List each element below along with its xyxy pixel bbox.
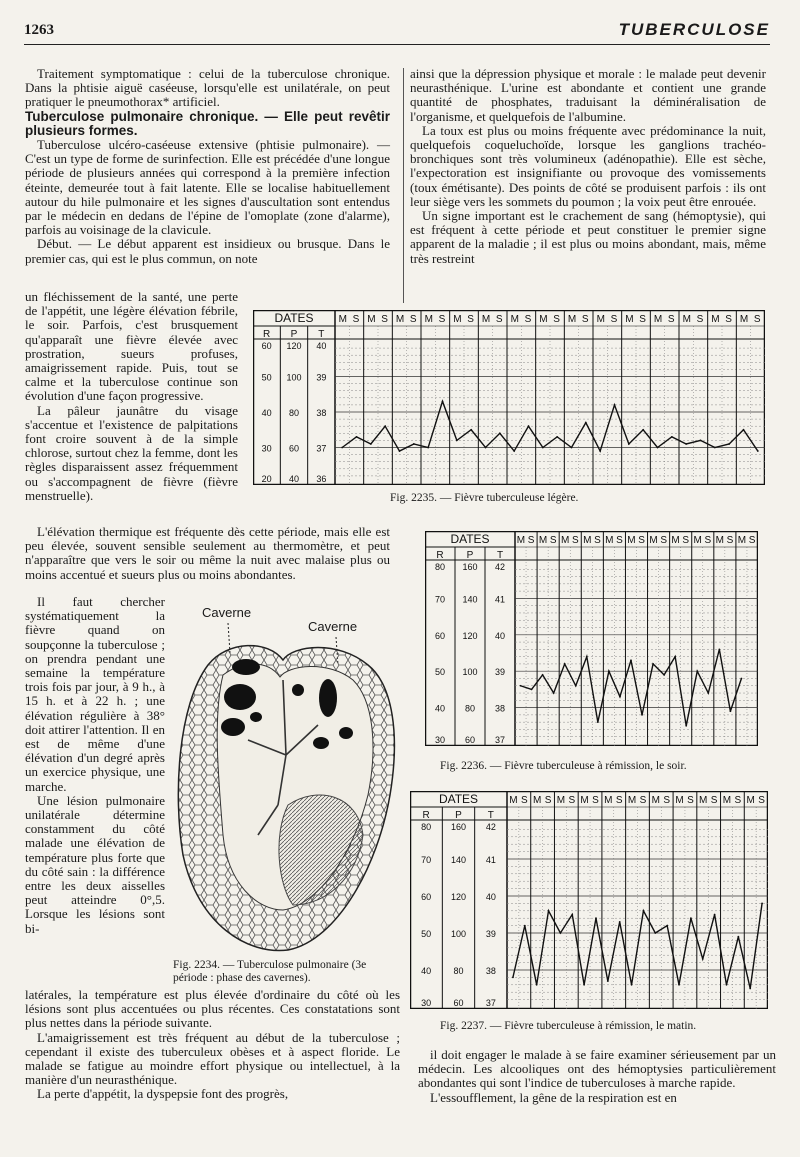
temperature-point: [690, 917, 692, 919]
slot-label-s: S: [639, 795, 647, 806]
slot-label-m: M: [604, 795, 613, 806]
slot-label-s: S: [409, 314, 417, 325]
slot-label-m: M: [509, 795, 518, 806]
lung-drawing: [168, 605, 403, 960]
temperature-point: [685, 443, 687, 445]
r-tick-label: 40: [434, 703, 446, 714]
slot-label-m: M: [583, 535, 592, 546]
paragraph: L'amaigrissement est très fréquent au début de la tuberculose ; cependant il existe des tuberculeux obèses et à aspect floride. Le malade se fatigue au moindre effort physique ou intellectuel, à la manière d'un neurasthénique.: [25, 1029, 400, 1088]
slot-label-s: S: [667, 314, 675, 325]
col1-bottom: [25, 988, 400, 1102]
temperature-point: [652, 663, 654, 665]
slot-label-s: S: [682, 535, 690, 546]
r-tick-label: 80: [434, 562, 446, 572]
slot-label-s: S: [696, 314, 704, 325]
temperature-point: [413, 443, 415, 445]
temperature-point: [531, 689, 533, 691]
paragraph: Un signe important est le crachement de sang (hémoptysie), qui est fréquent à cette période et peut constituer le premier signe apparent de la maladie ; il est plus ou moins abondant, mais, même très restreint: [410, 208, 766, 266]
temperature-point: [663, 674, 665, 676]
p-tick-label: 100: [286, 372, 302, 383]
scale-header-R: R: [422, 810, 430, 821]
slot-label-s: S: [615, 795, 623, 806]
temperature-point: [399, 450, 401, 452]
col2-top: [410, 67, 766, 266]
dates-header: DATES: [450, 532, 490, 546]
temperature-point: [614, 404, 616, 406]
temperature-point: [678, 984, 680, 986]
r-tick-label: 50: [421, 929, 432, 939]
r-tick-label: 50: [434, 667, 446, 678]
scale-header-R: R: [263, 329, 271, 340]
slot-label-s: S: [438, 314, 446, 325]
temperature-point: [707, 692, 709, 694]
t-tick-label: 37: [494, 735, 506, 745]
scale-header-T: T: [487, 810, 494, 821]
fever-chart-2236: [425, 531, 758, 746]
col1-top: [25, 67, 390, 266]
column-divider: [403, 68, 404, 303]
temperature-point: [628, 443, 630, 445]
slot-label-m: M: [453, 314, 462, 325]
t-tick-label: 39: [485, 929, 496, 939]
p-tick-label: 160: [462, 562, 478, 572]
slot-label-m: M: [699, 795, 708, 806]
caverne-label-right: Caverne: [308, 619, 358, 634]
t-tick-label: 37: [485, 998, 496, 1008]
temperature-point: [356, 436, 358, 438]
p-tick-label: 60: [288, 443, 300, 454]
temperature-point: [657, 447, 659, 449]
slot-label-m: M: [627, 795, 637, 806]
t-tick-label: 38: [494, 703, 506, 714]
temperature-point: [427, 447, 429, 449]
figure-caption-2237: Fig. 2237. — Fièvre tuberculeuse à rémission, le matin.: [440, 1020, 697, 1032]
temperature-point: [619, 696, 621, 698]
slot-label-m: M: [367, 314, 376, 325]
temperature-point: [542, 447, 544, 449]
slot-label-s: S: [725, 314, 732, 325]
slot-label-m: M: [596, 314, 605, 325]
slot-label-s: S: [594, 535, 601, 546]
temperature-point: [630, 659, 632, 661]
t-tick-label: 38: [485, 966, 496, 976]
r-tick-label: 30: [261, 443, 272, 454]
temperature-point: [757, 450, 759, 452]
slot-label-m: M: [722, 795, 732, 806]
slot-label-m: M: [560, 535, 570, 546]
slot-label-s: S: [527, 535, 535, 546]
r-tick-label: 30: [421, 998, 432, 1008]
temperature-point: [341, 447, 343, 449]
slot-label-m: M: [739, 314, 749, 325]
t-tick-label: 41: [494, 594, 506, 605]
slot-label-s: S: [726, 535, 734, 546]
temperature-point: [571, 447, 573, 449]
temperature-point: [370, 443, 372, 445]
temperature-point: [607, 980, 609, 982]
r-tick-label: 50: [261, 372, 272, 383]
slot-label-m: M: [746, 795, 755, 806]
slot-label-m: M: [649, 535, 658, 546]
r-tick-label: 60: [421, 892, 432, 902]
t-tick-label: 40: [316, 341, 327, 351]
temperature-point: [674, 656, 676, 658]
slot-label-s: S: [710, 795, 718, 806]
temperature-point: [524, 925, 526, 927]
slot-label-m: M: [538, 535, 548, 546]
paragraph: latérales, la température est plus élevée d'ordinaire du côté où les lésions sont plus accentuées ou plus récentes. Ces constatations sont plus nettes dans la période suivante.: [25, 987, 400, 1031]
temperature-point: [456, 440, 458, 442]
dates-header: DATES: [274, 311, 314, 325]
slot-label-s: S: [568, 795, 576, 806]
p-tick-label: 60: [453, 998, 464, 1008]
figure-caption-2234: Fig. 2234. — Tuberculose pulmonaire (3e période : phase des cavernes).: [173, 959, 367, 984]
temperature-point: [585, 422, 587, 424]
figure-caption-2235: Fig. 2235. — Fièvre tuberculeuse légère.: [390, 492, 579, 504]
r-tick-label: 40: [421, 966, 432, 976]
t-tick-label: 41: [485, 855, 496, 865]
temperature-point: [608, 670, 610, 672]
paragraph: ainsi que la dépression physique et morale : le malade peut devenir neurasthénique. L'urine est abondante et contient une grande quantité de phosphates, traduisant la déminéralisation de l'organisme, et quelquefois de l'albumine.: [410, 66, 766, 124]
temperature-point: [654, 932, 656, 934]
temperature-point: [737, 936, 739, 938]
temperature-point: [583, 984, 585, 986]
temperature-point: [548, 910, 550, 912]
temperature-point: [595, 917, 597, 919]
temperature-point: [575, 685, 577, 687]
paragraph: La pâleur jaunâtre du visage s'accentue et l'existence de palpitations font croire souvent à de la simple chlorose, surtout chez la femme, dont les règles disparaissent assez fréquemment ou s'accompagnent de fièvre (fièvre menstruelle).: [25, 402, 238, 503]
slot-label-s: S: [638, 535, 645, 546]
scale-header-T: T: [496, 550, 504, 561]
temperature-point: [714, 447, 716, 449]
temperature-point: [728, 443, 730, 445]
t-tick-label: 37: [316, 443, 327, 454]
p-tick-label: 80: [464, 703, 476, 714]
slot-label-m: M: [510, 314, 519, 325]
paragraph: L'élévation thermique est fréquente dès cette période, mais elle est peu élevée, souvent sensible seulement au thermomètre, et peut n'apparaître que vers le soir ou même la nuit avec malaise plus ou moins accentué et sueurs plus ou moins abondantes.: [25, 524, 390, 582]
temperature-point: [599, 450, 601, 452]
slot-label-m: M: [711, 314, 720, 325]
p-tick-label: 60: [464, 735, 476, 745]
slot-label-s: S: [748, 535, 756, 546]
t-tick-label: 39: [316, 372, 327, 383]
paragraph: L'essoufflement, la gêne de la respiration est en: [430, 1089, 677, 1105]
temperature-point: [641, 714, 643, 716]
slot-label-s: S: [592, 795, 599, 806]
temperature-point: [520, 685, 522, 687]
temperature-point: [499, 432, 501, 434]
temperature-point: [564, 663, 566, 665]
paragraph: La perte d'appétit, la dyspepsie font des progrès,: [37, 1086, 289, 1102]
temperature-point: [726, 984, 728, 986]
slot-label-m: M: [625, 314, 634, 325]
col1-narrow2: [25, 595, 165, 936]
slot-label-s: S: [467, 314, 474, 325]
paragraph: Il faut chercher systématiquement la fièvre quand on soupçonne la tuberculose ; on prendra pendant une semaine la température trois fois par jour, à 9 h., à 15 h. et à 22 h. ; une élévation régulière à 38° doit attirer l'attention. Il en est de même d'une élévation d'un degré après un exercice physique, une marche.: [25, 594, 165, 794]
p-tick-label: 120: [462, 630, 478, 641]
slot-label-m: M: [675, 795, 684, 806]
p-tick-label: 140: [462, 594, 478, 605]
t-tick-label: 42: [494, 562, 506, 572]
slot-label-m: M: [580, 795, 589, 806]
p-tick-label: 120: [286, 341, 302, 351]
slot-label-m: M: [715, 535, 724, 546]
slot-label-m: M: [693, 535, 702, 546]
slot-label-s: S: [581, 314, 589, 325]
r-tick-label: 60: [261, 341, 272, 351]
temperature-point: [671, 436, 673, 438]
section-heading: Tuberculose pulmonaire chronique. — Elle peut revêtir plusieurs formes.: [25, 108, 390, 138]
paragraph: Traitement symptomatique : celui de la tuberculose chronique. Dans la phtisie aiguë caséeuse, lorsqu'elle est unilatérale, on peut pratiquer le pneumothorax* artificiel.: [25, 66, 390, 110]
p-tick-label: 140: [450, 855, 467, 865]
running-header: [24, 18, 770, 45]
col2-bottom: [418, 1048, 776, 1105]
temperature-point: [586, 656, 588, 658]
temperature-point: [642, 429, 644, 431]
slot-label-s: S: [524, 314, 532, 325]
chart-svg: [425, 531, 758, 746]
slot-label-m: M: [682, 314, 691, 325]
slot-label-m: M: [556, 795, 566, 806]
col1-mid: [25, 525, 390, 582]
slot-label-m: M: [651, 795, 660, 806]
slot-label-m: M: [481, 314, 491, 325]
slot-label-m: M: [338, 314, 347, 325]
temperature-point: [631, 984, 633, 986]
t-tick-label: 39: [494, 667, 506, 678]
slot-label-s: S: [758, 795, 765, 806]
temperature-point: [556, 436, 558, 438]
slot-label-s: S: [352, 314, 360, 325]
slot-label-m: M: [424, 314, 433, 325]
slot-label-s: S: [571, 535, 579, 546]
paragraph: La toux est plus ou moins fréquente avec prédominance la nuit, quelquefois coqueluchoïde, lorsque les ganglions trachéo-bronchiques sont très volumineux (adénopathie). Elle est sèche, l'expectoration est insignifiante ou provoque des vomissements (toux émétisante). Des points de côté se produisent parfois : ils ont leur siège vers les sommets du poumon ; la voix peut être enrouée.: [410, 122, 766, 209]
col1-narrow: [25, 290, 238, 503]
slot-label-m: M: [671, 535, 680, 546]
page-number: 1263: [24, 22, 54, 38]
r-tick-label: 60: [434, 630, 446, 641]
temperature-point: [743, 429, 745, 431]
temperature-point: [685, 725, 687, 727]
paragraph: Tuberculose ulcéro-caséeuse extensive (phtisie pulmonaire). — C'est un type de forme de surinfection. Elle est précédée d'une longue période de plusieurs années qui correspond à la première infection éteinte, demeurée tout à fait latente. Elle se localise habituellement autour du hile pulmonaire et les signes d'auscultation sont entendus par le médecin en dedans de l'épine de l'omoplate (zone d'alarme), parfois au voisinage de la clavicule.: [25, 137, 390, 238]
temperature-point: [384, 425, 386, 427]
t-tick-label: 40: [494, 630, 506, 641]
temperature-point: [513, 450, 515, 452]
p-tick-label: 80: [453, 966, 464, 976]
temperature-point: [666, 925, 668, 927]
t-tick-label: 40: [485, 892, 496, 902]
slot-label-m: M: [737, 535, 747, 546]
slot-label-m: M: [516, 535, 526, 546]
slot-label-m: M: [605, 535, 614, 546]
paragraph: Début. — Le début apparent est insidieux ou brusque. Dans le premier cas, qui est le plus commun, on note: [25, 236, 390, 266]
figure-caption-2236: Fig. 2236. — Fièvre tuberculeuse à rémission, le soir.: [440, 760, 687, 772]
temperature-point: [536, 984, 538, 986]
paragraph: un fléchissement de la santé, une perte de l'appétit, une légère élévation fébrile, le soir. Parfois, c'est brusquement qu'apparaît une fièvre élevée avec prostration, sueurs profuses, amaigrissement rapide. Puis, tout se calme et la tuberculose continue son évolution d'une façon progressive.: [25, 289, 238, 404]
slot-label-m: M: [395, 314, 405, 325]
r-tick-label: 20: [261, 474, 272, 484]
slot-label-s: S: [553, 314, 560, 325]
temperature-point: [702, 958, 704, 960]
slot-label-s: S: [687, 795, 694, 806]
scale-header-P: P: [455, 810, 462, 821]
slot-label-s: S: [381, 314, 388, 325]
temperature-point: [553, 692, 555, 694]
temperature-point: [619, 921, 621, 923]
p-tick-label: 160: [450, 822, 467, 832]
caverne-label-left: Caverne: [202, 605, 252, 620]
slot-label-s: S: [610, 314, 618, 325]
slot-label-s: S: [520, 795, 528, 806]
slot-label-s: S: [495, 314, 503, 325]
slot-label-m: M: [627, 535, 636, 546]
temperature-point: [542, 674, 544, 676]
slot-label-s: S: [544, 795, 552, 806]
scale-header-P: P: [290, 329, 298, 340]
temperature-point: [761, 903, 763, 905]
temperature-point: [559, 932, 561, 934]
slot-label-s: S: [660, 535, 668, 546]
lung-illustration: [168, 605, 403, 960]
slot-label-m: M: [653, 314, 663, 325]
slot-label-s: S: [753, 314, 761, 325]
fever-chart-2235: [253, 310, 765, 485]
t-tick-label: 42: [485, 822, 496, 832]
slot-label-s: S: [663, 795, 671, 806]
temperature-point: [485, 447, 487, 449]
temperature-point: [749, 988, 751, 990]
temperature-point: [442, 400, 444, 402]
r-tick-label: 40: [261, 408, 272, 418]
p-tick-label: 80: [288, 408, 300, 418]
slot-label-m: M: [567, 314, 577, 325]
temperature-point: [643, 910, 645, 912]
slot-label-m: M: [539, 314, 548, 325]
r-tick-label: 70: [421, 855, 432, 865]
temperature-point: [718, 648, 720, 650]
temperature-point: [741, 678, 743, 680]
slot-label-s: S: [639, 314, 646, 325]
temperature-point: [512, 977, 514, 979]
dates-header: DATES: [438, 792, 479, 806]
temperature-point: [470, 429, 472, 431]
temperature-point: [597, 721, 599, 723]
temperature-point: [714, 914, 716, 916]
slot-label-m: M: [532, 795, 542, 806]
fever-chart-2237: [410, 791, 768, 1009]
r-tick-label: 80: [421, 822, 432, 832]
temperature-point: [528, 425, 530, 427]
chart-frame: [254, 311, 765, 485]
t-tick-label: 36: [316, 474, 327, 484]
slot-label-s: S: [734, 795, 742, 806]
temperature-point: [729, 710, 731, 712]
chart-svg: [253, 310, 765, 485]
p-tick-label: 120: [450, 892, 467, 902]
scale-header-R: R: [436, 550, 444, 561]
paragraph: Une lésion pulmonaire unilatérale détermine constamment du côté malade une élévation de température plus forte que du côté sain : la différence entre les deux aisselles peut atteindre 0°,5. Lorsque les lésions sont bi-: [25, 792, 165, 936]
temperature-point: [700, 440, 702, 442]
p-tick-label: 100: [450, 929, 467, 939]
temperature-point: [571, 914, 573, 916]
paragraph: il doit engager le malade à se faire examiner sérieusement par un médecin. Les alcooliques ont des hémoptysies particulièrement abondantes qui sont l'indice de tuberculoses à marche rapide.: [418, 1047, 776, 1091]
chart-svg: [410, 791, 768, 1009]
running-title: TUBERCULOSE: [618, 20, 770, 39]
r-tick-label: 30: [434, 735, 446, 745]
slot-label-s: S: [616, 535, 623, 546]
scale-header-P: P: [466, 550, 474, 561]
p-tick-label: 100: [462, 667, 478, 678]
temperature-point: [696, 670, 698, 672]
slot-label-s: S: [549, 535, 557, 546]
r-tick-label: 70: [434, 594, 446, 605]
t-tick-label: 38: [316, 408, 327, 418]
slot-label-s: S: [704, 535, 712, 546]
scale-header-T: T: [318, 329, 325, 340]
p-tick-label: 40: [288, 474, 300, 484]
